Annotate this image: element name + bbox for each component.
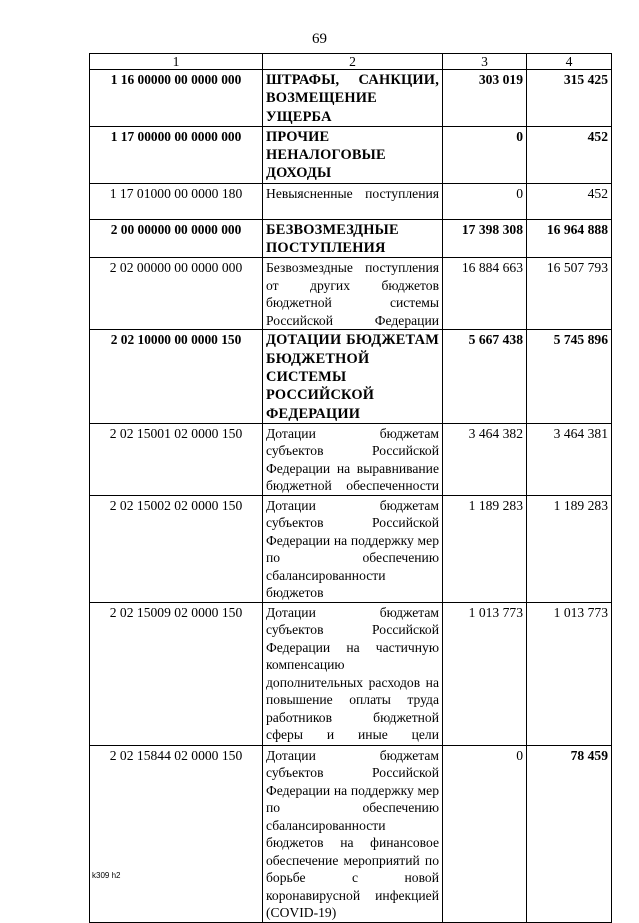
row-name: Дотации бюджетам субъектов Российской Федерации на выравнивание бюджетной обеспеченности	[263, 423, 443, 495]
row-value-col3: 0	[443, 183, 527, 219]
table-row	[90, 258, 612, 330]
row-code: 2 02 15001 02 0000 150	[90, 423, 263, 495]
row-value-col3: 1 189 283	[443, 495, 527, 602]
column-header-1: 1	[90, 54, 263, 70]
table-row	[90, 602, 612, 745]
row-value-col4: 1 189 283	[527, 495, 612, 602]
document-footer-code: k309 h2	[92, 871, 121, 880]
row-name: Дотации бюджетам субъектов Российской Федерации на поддержку мер по обеспечению сбалансированности бюджетов на финансовое обеспечение мероприятий по борьбе с новой коронавирусной инфекцией (COVID-19)	[263, 745, 443, 922]
row-code: 1 16 00000 00 0000 000	[90, 70, 263, 127]
row-value-col4: 16 507 793	[527, 258, 612, 330]
column-header-2: 2	[263, 54, 443, 70]
row-code: 2 02 15009 02 0000 150	[90, 602, 263, 745]
row-value-col4: 3 464 381	[527, 423, 612, 495]
table-row	[90, 126, 612, 183]
table-row	[90, 70, 612, 127]
row-value-col4: 452	[527, 183, 612, 219]
table-row	[90, 495, 612, 602]
row-value-col3: 5 667 438	[443, 330, 527, 423]
budget-table	[89, 53, 612, 923]
table-row	[90, 330, 612, 423]
row-name: Безвозмездные поступления от других бюджетов бюджетной системы Российской Федерации	[263, 258, 443, 330]
row-code: 2 02 10000 00 0000 150	[90, 330, 263, 423]
row-name: ПРОЧИЕ НЕНАЛОГОВЫЕ ДОХОДЫ	[263, 126, 443, 183]
table-row	[90, 219, 612, 258]
row-value-col3: 0	[443, 126, 527, 183]
row-value-col4: 315 425	[527, 70, 612, 127]
row-code: 1 17 01000 00 0000 180	[90, 183, 263, 219]
row-code: 2 02 15844 02 0000 150	[90, 745, 263, 922]
row-name: ДОТАЦИИ БЮДЖЕТАМ БЮДЖЕТНОЙ СИСТЕМЫ РОССИЙСКОЙ ФЕДЕРАЦИИ	[263, 330, 443, 423]
row-name: Невыясненные поступления	[263, 183, 443, 219]
row-value-col4: 78 459	[527, 745, 612, 922]
row-value-col4: 16 964 888	[527, 219, 612, 258]
row-code: 1 17 00000 00 0000 000	[90, 126, 263, 183]
column-header-3: 3	[443, 54, 527, 70]
row-code: 2 00 00000 00 0000 000	[90, 219, 263, 258]
row-value-col3: 16 884 663	[443, 258, 527, 330]
row-name: ШТРАФЫ, САНКЦИИ, ВОЗМЕЩЕНИЕ УЩЕРБА	[263, 70, 443, 127]
row-value-col3: 303 019	[443, 70, 527, 127]
row-name: Дотации бюджетам субъектов Российской Федерации на поддержку мер по обеспечению сбалансированности бюджетов	[263, 495, 443, 602]
row-code: 2 02 15002 02 0000 150	[90, 495, 263, 602]
row-name: Дотации бюджетам субъектов Российской Федерации на частичную компенсацию дополнительных расходов на повышение оплаты труда работников бюджетной сферы и иные цели	[263, 602, 443, 745]
table-row	[90, 183, 612, 219]
row-value-col3: 3 464 382	[443, 423, 527, 495]
page-number: 69	[312, 31, 327, 47]
row-value-col3: 17 398 308	[443, 219, 527, 258]
table-header-row	[90, 54, 612, 70]
table-row	[90, 745, 612, 922]
row-value-col4: 452	[527, 126, 612, 183]
column-header-4: 4	[527, 54, 612, 70]
row-value-col3: 1 013 773	[443, 602, 527, 745]
row-value-col3: 0	[443, 745, 527, 922]
row-value-col4: 1 013 773	[527, 602, 612, 745]
table-row	[90, 423, 612, 495]
row-name: БЕЗВОЗМЕЗДНЫЕ ПОСТУПЛЕНИЯ	[263, 219, 443, 258]
row-value-col4: 5 745 896	[527, 330, 612, 423]
row-code: 2 02 00000 00 0000 000	[90, 258, 263, 330]
